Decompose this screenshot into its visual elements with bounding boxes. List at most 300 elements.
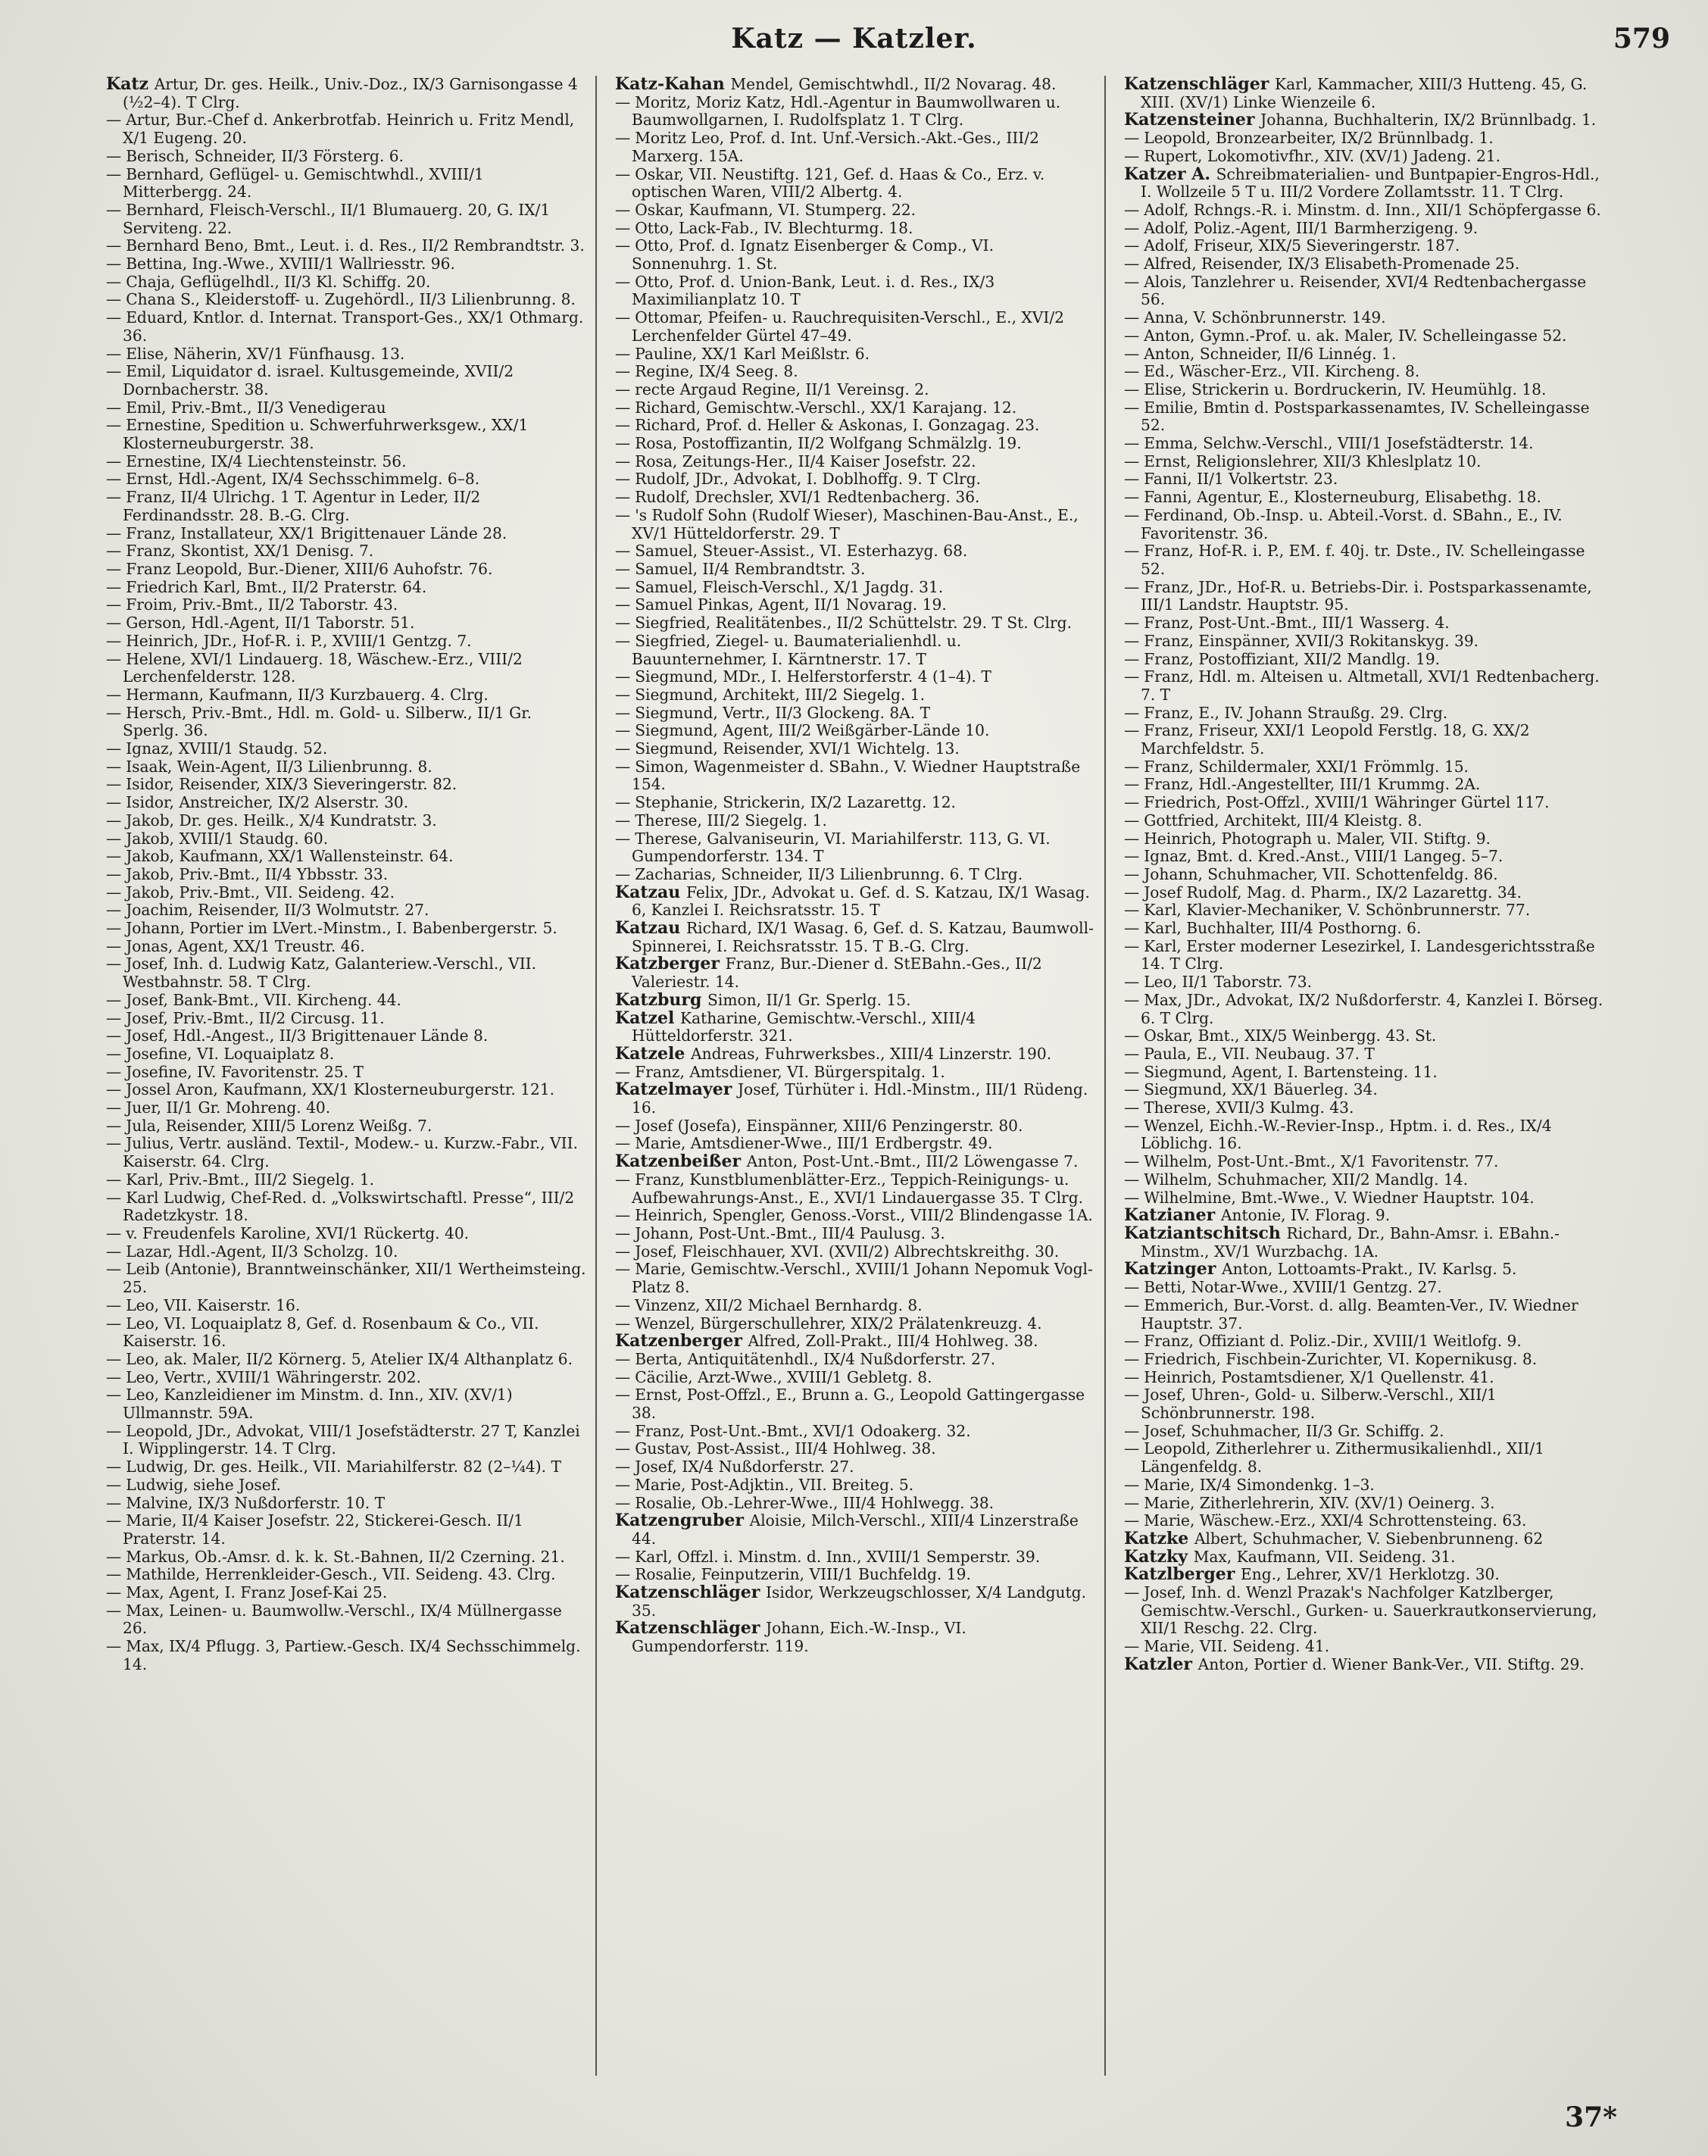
directory-entry bbox=[1124, 220, 1606, 238]
directory-entry bbox=[1124, 470, 1606, 489]
entry-dash: — bbox=[106, 919, 122, 938]
entry-text: Ernestine, IX/4 Liechtensteinstr. 56. bbox=[126, 452, 407, 470]
entry-dash: — bbox=[615, 416, 631, 435]
entry-surname: Katzler bbox=[1124, 1654, 1198, 1674]
entry-dash: — bbox=[106, 1421, 122, 1440]
entry-dash: — bbox=[106, 470, 122, 489]
entry-text: Ignaz, Bmt. d. Kred.-Anst., VIII/1 Langeg. 5–7. bbox=[1144, 847, 1503, 866]
entry-dash: — bbox=[106, 236, 122, 255]
directory-entry bbox=[1124, 1440, 1606, 1476]
directory-entry bbox=[106, 1512, 588, 1548]
entry-dash: — bbox=[1124, 1170, 1140, 1189]
entry-dash: — bbox=[1124, 1188, 1140, 1207]
entry-dash: — bbox=[106, 1098, 122, 1117]
entry-surname: Katzenschläger bbox=[615, 1583, 767, 1603]
directory-entry bbox=[1124, 1279, 1606, 1297]
entry-text: Therese, Galvaniseurin, VI. Mariahilferstr. 113, G. VI. Gumpendorferstr. 134. T bbox=[632, 829, 1051, 866]
directory-entry bbox=[1124, 1495, 1606, 1513]
entry-dash: — bbox=[106, 1080, 122, 1099]
entry-text: Anton, Gymn.-Prof. u. ak. Maler, IV. Schelleingasse 52. bbox=[1144, 326, 1567, 345]
directory-entry bbox=[1124, 237, 1606, 255]
directory-entry bbox=[106, 1010, 588, 1028]
entry-text: Franz Leopold, Bur.-Diener, XIII/6 Auhofstr. 76. bbox=[126, 559, 493, 578]
entry-dash: — bbox=[106, 1044, 122, 1063]
entry-dash: — bbox=[1124, 380, 1140, 398]
directory-entry bbox=[1124, 148, 1606, 166]
entry-text: Jakob, Priv.-Bmt., II/4 Ybbsstr. 33. bbox=[126, 864, 389, 883]
entry-dash: — bbox=[106, 1116, 122, 1135]
entry-text: Ludwig, siehe Josef. bbox=[126, 1475, 281, 1494]
entry-dash: — bbox=[106, 1062, 122, 1081]
entry-dash: — bbox=[1124, 470, 1140, 489]
directory-entry bbox=[1124, 327, 1606, 345]
entry-text: Max, Kaufmann, VII. Seideng. 31. bbox=[1193, 1547, 1456, 1566]
entry-text: Otto, Prof. d. Ignatz Eisenberger & Comp., VI. Sonnenuhrg. 1. St. bbox=[632, 236, 995, 273]
entry-dash: — bbox=[106, 416, 122, 435]
entry-text: Betti, Notar-Wwe., XVIII/1 Gentzg. 27. bbox=[1144, 1278, 1442, 1297]
directory-entry bbox=[106, 1027, 588, 1045]
entry-text: Samuel, Fleisch-Verschl., X/1 Jagdg. 31. bbox=[635, 577, 944, 596]
entry-text: Rosalie, Ob.-Lehrer-Wwe., III/4 Hohlwegg. 38. bbox=[635, 1493, 995, 1512]
directory-entry bbox=[1124, 830, 1606, 848]
entry-text: Artur, Bur.-Chef d. Ankerbrotfab. Heinrich u. Fritz Mendl, X/1 Eugeng. 20. bbox=[123, 111, 575, 148]
directory-entry bbox=[1124, 1171, 1606, 1189]
directory-entry bbox=[615, 130, 1097, 165]
entry-dash: — bbox=[106, 1170, 122, 1189]
entry-text: Siegmund, Architekt, III/2 Siegelg. 1. bbox=[635, 685, 926, 704]
entry-surname: Katzensteiner bbox=[1124, 110, 1261, 130]
entry-dash: — bbox=[106, 1547, 122, 1566]
entry-dash: — bbox=[106, 398, 122, 417]
directory-entry bbox=[106, 992, 588, 1010]
directory-columns bbox=[106, 76, 1613, 2076]
entry-text: Wilhelm, Schuhmacher, XII/2 Mandlg. 14. bbox=[1144, 1170, 1469, 1189]
entry-dash: — bbox=[106, 614, 122, 633]
entry-dash: — bbox=[615, 1458, 631, 1476]
entry-text: Ernst, Hdl.-Agent, IX/4 Sechsschimmelg. 6–8. bbox=[126, 470, 480, 489]
entry-text: Leopold, Zitherlehrer u. Zithermusikalienhdl., XII/1 Längenfeldg. 8. bbox=[1141, 1439, 1544, 1476]
entry-dash: — bbox=[1124, 1295, 1140, 1314]
entry-text: 's Rudolf Sohn (Rudolf Wieser), Maschinen-Bau-Anst., E., XV/1 Hütteldorferstr. 29. T bbox=[632, 505, 1079, 542]
directory-entry bbox=[106, 1602, 588, 1638]
entry-text: v. Freudenfels Karoline, XVI/1 Rückertg. 40. bbox=[126, 1224, 470, 1242]
directory-entry bbox=[106, 1189, 588, 1225]
entry-dash: — bbox=[106, 452, 122, 470]
entry-text: Josef (Josefa), Einspänner, XIII/6 Penzingerstr. 80. bbox=[635, 1116, 1023, 1135]
entry-text: Oskar, Bmt., XIX/5 Weinbergg. 43. St. bbox=[1144, 1026, 1437, 1045]
entry-dash: — bbox=[615, 1547, 631, 1566]
entry-dash: — bbox=[106, 1493, 122, 1512]
entry-dash: — bbox=[1124, 129, 1140, 148]
entry-dash: — bbox=[1124, 973, 1140, 992]
entry-text: Max, JDr., Advokat, IX/2 Nußdorferstr. 4, Kanzlei I. Börseg. 6. T Clrg. bbox=[1141, 990, 1603, 1027]
entry-dash: — bbox=[615, 344, 631, 363]
directory-entry bbox=[615, 722, 1097, 740]
entry-dash: — bbox=[106, 577, 122, 596]
entry-dash: — bbox=[106, 1511, 122, 1530]
directory-entry bbox=[106, 1297, 588, 1315]
directory-entry bbox=[1124, 579, 1606, 614]
entry-text: Hermann, Kaufmann, II/3 Kurzbauerg. 4. Clrg. bbox=[126, 685, 489, 704]
directory-entry bbox=[106, 633, 588, 651]
entry-surname: Katz bbox=[106, 76, 155, 94]
entry-text: Felix, JDr., Advokat u. Gef. d. S. Katzau, IX/1 Wasag. 6, Kanzlei I. Reichsratsstr. 15. T bbox=[632, 883, 1090, 920]
entry-dash: — bbox=[1124, 1332, 1140, 1351]
entry-text: Elise, Näherin, XV/1 Fünfhausg. 13. bbox=[126, 344, 405, 363]
entry-text: Franz, II/4 Ulrichg. 1 T. Agentur in Leder, II/2 Ferdinandsstr. 28. B.-G. Clrg. bbox=[123, 488, 481, 524]
directory-entry bbox=[615, 363, 1097, 381]
entry-text: Juer, II/1 Gr. Mohreng. 40. bbox=[126, 1098, 331, 1117]
entry-dash: — bbox=[615, 631, 631, 650]
entry-text: Jula, Reisender, XIII/5 Lorenz Weißg. 7. bbox=[126, 1116, 432, 1135]
entry-dash: — bbox=[106, 1026, 122, 1045]
entry-text: Jossel Aron, Kaufmann, XX/1 Klosterneuburgerstr. 121. bbox=[126, 1080, 555, 1099]
directory-entry bbox=[106, 884, 588, 902]
entry-dash: — bbox=[615, 362, 631, 381]
directory-entry bbox=[615, 417, 1097, 435]
entry-dash: — bbox=[106, 559, 122, 578]
directory-entry bbox=[106, 1171, 588, 1189]
entry-dash: — bbox=[615, 614, 631, 633]
entry-text: Heinrich, Postamtsdiener, X/1 Quellenstr. 41. bbox=[1144, 1367, 1494, 1386]
entry-text: Adolf, Rchngs.-R. i. Minstm. d. Inn., XII/1 Schöpfergasse 6. bbox=[1144, 200, 1601, 219]
entry-text: recte Argaud Regine, II/1 Vereinsg. 2. bbox=[635, 380, 929, 398]
entry-text: Simon, Wagenmeister d. SBahn., V. Wiedner Hauptstraße 154. bbox=[632, 757, 1081, 794]
entry-dash: — bbox=[615, 1493, 631, 1512]
entry-text: Franz, Einspänner, XVII/3 Rokitanskyg. 39. bbox=[1144, 631, 1479, 650]
entry-dash: — bbox=[106, 847, 122, 866]
entry-text: Gustav, Post-Assist., III/4 Hohlweg. 38. bbox=[635, 1439, 936, 1458]
entry-dash: — bbox=[1124, 1511, 1140, 1530]
entry-dash: — bbox=[615, 505, 631, 524]
entry-text: Berisch, Schneider, II/3 Försterg. 6. bbox=[126, 146, 404, 165]
directory-entry bbox=[106, 812, 588, 830]
directory-entry bbox=[615, 309, 1097, 345]
directory-entry bbox=[1124, 309, 1606, 327]
entry-text: Franz, Kunstblumenblätter-Erz., Teppich-Reinigungs- u. Aufbewahrungs-Anst., E., XVI/1 Lindauergasse 35. T Clrg. bbox=[632, 1170, 1084, 1207]
entry-text: Franz, Offiziant d. Poliz.-Dir., XVIII/1 Weitlofg. 9. bbox=[1144, 1332, 1522, 1351]
entry-text: Franz, Post-Unt.-Bmt., XVI/1 Odoakerg. 32. bbox=[635, 1421, 971, 1440]
entry-dash: — bbox=[1124, 505, 1140, 524]
directory-entry bbox=[1124, 668, 1606, 704]
entry-dash: — bbox=[615, 1224, 631, 1242]
directory-entry bbox=[1124, 651, 1606, 669]
entry-text: Leo, ak. Maler, II/2 Körnerg. 5, Atelier IX/4 Althanplatz 6. bbox=[126, 1349, 573, 1368]
entry-dash: — bbox=[615, 757, 631, 776]
directory-entry bbox=[615, 76, 1097, 94]
entry-text: Josef, Türhüter i. Hdl.-Minstm., III/1 Rüdeng. 16. bbox=[632, 1080, 1088, 1117]
entry-dash: — bbox=[1124, 1386, 1140, 1405]
directory-entry bbox=[106, 1243, 588, 1261]
entry-dash: — bbox=[106, 811, 122, 830]
directory-entry bbox=[1124, 1064, 1606, 1082]
entry-text: Samuel, Steuer-Assist., VI. Esterhazyg. 68. bbox=[635, 542, 968, 561]
entry-dash: — bbox=[1124, 793, 1140, 812]
entry-dash: — bbox=[1124, 200, 1140, 219]
directory-entry bbox=[1124, 1476, 1606, 1495]
directory-entry bbox=[1124, 776, 1606, 794]
directory-entry bbox=[106, 291, 588, 309]
entry-text: Anton, Portier d. Wiener Bank-Ver., VII. Stiftg. 29. bbox=[1197, 1654, 1585, 1673]
directory-entry bbox=[1124, 938, 1606, 973]
directory-entry bbox=[1124, 345, 1606, 364]
entry-text: Richard, IX/1 Wasag. 6, Gef. d. S. Katzau, Baumwoll-Spinnerei, I. Reichsratsstr. 15. T B.-G. Clrg. bbox=[632, 919, 1094, 955]
entry-text: Josef, Inh. d. Ludwig Katz, Galanteriew.-Verschl., VII. Westbahnstr. 58. T Clrg. bbox=[123, 955, 537, 992]
entry-text: Josefine, IV. Favoritenstr. 25. T bbox=[126, 1062, 364, 1081]
entry-dash: — bbox=[106, 523, 122, 542]
entry-dash: — bbox=[106, 290, 122, 309]
entry-dash: — bbox=[106, 272, 122, 291]
entry-text: Josef Rudolf, Mag. d. Pharm., IX/2 Lazarettg. 34. bbox=[1144, 883, 1522, 901]
entry-text: Marie, Gemischtw.-Verschl., XVIII/1 Johann Nepomuk Vogl-Platz 8. bbox=[632, 1260, 1093, 1297]
entry-surname: Katzburg bbox=[615, 989, 708, 1010]
entry-dash: — bbox=[106, 1475, 122, 1494]
directory-entry bbox=[615, 686, 1097, 705]
entry-text: Karl, Klavier-Mechaniker, V. Schönbrunnerstr. 77. bbox=[1144, 901, 1531, 920]
directory-entry bbox=[1124, 901, 1606, 920]
entry-text: Albert, Schuhmacher, V. Siebenbrunneng. 62 bbox=[1194, 1529, 1544, 1548]
entry-surname: Katzianer bbox=[1124, 1205, 1221, 1226]
entry-dash: — bbox=[1124, 452, 1140, 470]
entry-text: Schreibmaterialien- und Buntpapier-Engros-Hdl., I. Wollzeile 5 T u. III/2 Vordere Zollamtsstr. 11. T Clrg. bbox=[1141, 164, 1600, 202]
entry-text: Richard, Gemischtw.-Verschl., XX/1 Karajang. 12. bbox=[635, 398, 1017, 417]
entry-dash: — bbox=[615, 1314, 631, 1333]
entry-dash: — bbox=[615, 793, 631, 812]
entry-text: Lazar, Hdl.-Agent, II/3 Scholzg. 10. bbox=[126, 1242, 398, 1261]
entry-dash: — bbox=[106, 1134, 122, 1153]
directory-entry bbox=[1124, 273, 1606, 309]
directory-entry bbox=[1124, 1225, 1606, 1261]
entry-dash: — bbox=[1124, 362, 1140, 381]
directory-entry bbox=[615, 1369, 1097, 1387]
directory-entry bbox=[106, 1423, 588, 1458]
directory-entry bbox=[1124, 1207, 1606, 1225]
entry-text: Siegfried, Realitätenbes., II/2 Schüttelstr. 29. T St. Clrg. bbox=[635, 614, 1072, 633]
entry-text: Jakob, Kaufmann, XX/1 Wallensteinstr. 64. bbox=[126, 847, 454, 866]
entry-dash: — bbox=[615, 398, 631, 417]
directory-entry bbox=[106, 1369, 588, 1387]
entry-text: Mendel, Gemischtwhdl., II/2 Novarag. 48. bbox=[730, 76, 1057, 93]
entry-dash: — bbox=[106, 990, 122, 1009]
entry-surname: Katzberger bbox=[615, 954, 726, 974]
directory-entry bbox=[106, 76, 588, 111]
entry-dash: — bbox=[106, 955, 122, 973]
directory-entry bbox=[615, 1081, 1097, 1117]
entry-text: Bernhard, Fleisch-Verschl., II/1 Blumauerg. 20, G. IX/1 Serviteng. 22. bbox=[123, 200, 551, 237]
entry-dash: — bbox=[615, 236, 631, 255]
directory-entry bbox=[615, 399, 1097, 417]
directory-entry bbox=[615, 507, 1097, 542]
entry-text: Artur, Dr. ges. Heilk., Univ.-Doz., IX/3 Garnisongasse 4 (½2–4). T Clrg. bbox=[123, 76, 578, 111]
directory-entry bbox=[1124, 1117, 1606, 1153]
directory-entry bbox=[615, 633, 1097, 668]
entry-text: Rosalie, Feinputzerin, VIII/1 Buchfeldg. 19. bbox=[635, 1565, 971, 1584]
entry-text: Therese, III/2 Siegelg. 1. bbox=[635, 811, 827, 830]
entry-dash: — bbox=[106, 793, 122, 812]
directory-entry bbox=[615, 1171, 1097, 1207]
entry-text: Jakob, XVIII/1 Staudg. 60. bbox=[126, 829, 329, 848]
entry-text: Therese, XVII/3 Kulmg. 43. bbox=[1144, 1098, 1354, 1117]
entry-text: Siegfried, Ziegel- u. Baumaterialienhdl. u. Bauunternehmer, I. Kärntnerstr. 17. T bbox=[632, 631, 962, 668]
directory-entry bbox=[615, 1620, 1097, 1655]
entry-text: Simon, II/1 Gr. Sperlg. 15. bbox=[707, 990, 911, 1009]
entry-text: Siegmund, Reisender, XVI/1 Wichtelg. 13. bbox=[635, 739, 960, 758]
entry-text: Franz, JDr., Hof-R. u. Betriebs-Dir. i. Postsparkassenamte, III/1 Landstr. Hauptstr. 95. bbox=[1141, 577, 1592, 614]
directory-entry bbox=[615, 955, 1097, 991]
entry-text: Marie, Wäschew.-Erz., XXI/4 Schrottensteing. 63. bbox=[1144, 1511, 1527, 1530]
entry-text: Wilhelmine, Bmt.-Wwe., V. Wiedner Hauptstr. 104. bbox=[1144, 1188, 1535, 1207]
entry-dash: — bbox=[615, 434, 631, 453]
entry-text: Hersch, Priv.-Bmt., Hdl. m. Gold- u. Silberw., II/1 Gr. Sperlg. 36. bbox=[123, 703, 532, 740]
entry-dash: — bbox=[615, 667, 631, 686]
directory-entry bbox=[1124, 848, 1606, 866]
entry-text: Samuel, II/4 Rembrandtstr. 3. bbox=[635, 559, 866, 578]
entry-text: Franz, Schildermaler, XXI/1 Frömmlg. 15. bbox=[1144, 757, 1469, 776]
entry-dash: — bbox=[615, 380, 631, 398]
entry-dash: — bbox=[615, 452, 631, 470]
sheet-signature: 37* bbox=[1565, 2101, 1617, 2133]
entry-dash: — bbox=[1124, 703, 1140, 722]
entry-text: Karl, Offzl. i. Minstm. d. Inn., XVIII/1 Semperstr. 39. bbox=[635, 1547, 1041, 1566]
directory-entry bbox=[615, 830, 1097, 866]
directory-entry bbox=[615, 345, 1097, 364]
entry-dash: — bbox=[615, 1062, 631, 1081]
directory-entry bbox=[106, 1351, 588, 1369]
directory-entry bbox=[615, 166, 1097, 202]
directory-entry bbox=[1124, 489, 1606, 507]
entry-dash: — bbox=[1124, 1116, 1140, 1135]
entry-text: Emilie, Bmtin d. Postsparkassenamtes, IV. Schelleingasse 52. bbox=[1141, 398, 1590, 435]
entry-text: Helene, XVI/1 Lindauerg. 18, Wäschew.-Erz., VIII/2 Lerchenfelderstr. 128. bbox=[123, 649, 523, 686]
entry-dash: — bbox=[1124, 1080, 1140, 1099]
entry-dash: — bbox=[615, 864, 631, 883]
directory-entry bbox=[106, 1315, 588, 1351]
entry-text: Wenzel, Eichh.-W.-Revier-Insp., Hptm. i. d. Res., IX/4 Löblichg. 16. bbox=[1141, 1116, 1552, 1153]
directory-entry bbox=[615, 202, 1097, 220]
directory-entry bbox=[106, 1495, 588, 1513]
entry-dash: — bbox=[106, 1008, 122, 1027]
directory-entry bbox=[106, 542, 588, 561]
entry-text: Siegmund, XX/1 Bäuerleg. 34. bbox=[1144, 1080, 1378, 1099]
entry-dash: — bbox=[1124, 883, 1140, 901]
directory-entry bbox=[615, 579, 1097, 597]
entry-text: Wilhelm, Post-Unt.-Bmt., X/1 Favoritenstr. 77. bbox=[1144, 1152, 1499, 1171]
entry-text: Karl, Priv.-Bmt., III/2 Siegelg. 1. bbox=[126, 1170, 375, 1189]
directory-entry bbox=[615, 1566, 1097, 1584]
entry-text: Aloisie, Milch-Verschl., XIII/4 Linzerstraße 44. bbox=[632, 1511, 1079, 1548]
entry-text: Ernestine, Spedition u. Schwerfuhrwerksgew., XX/1 Klosterneuburgerstr. 38. bbox=[123, 416, 529, 453]
entry-text: Jakob, Priv.-Bmt., VII. Seideng. 42. bbox=[126, 883, 395, 901]
entry-dash: — bbox=[106, 1314, 122, 1333]
entry-text: Leo, VI. Loquaiplatz 8, Gef. d. Rosenbaum & Co., VII. Kaiserstr. 16. bbox=[123, 1314, 539, 1351]
directory-entry bbox=[1124, 884, 1606, 902]
directory-entry bbox=[615, 273, 1097, 309]
entry-text: Anton, Schneider, II/6 Linnég. 1. bbox=[1144, 344, 1397, 363]
entry-text: Otto, Lack-Fab., IV. Blechturmg. 18. bbox=[635, 218, 913, 237]
directory-entry bbox=[615, 1476, 1097, 1495]
directory-entry bbox=[615, 884, 1097, 920]
entry-dash: — bbox=[106, 595, 122, 614]
entry-text: Josef, IX/4 Nußdorferstr. 27. bbox=[635, 1458, 854, 1476]
entry-text: Anton, Post-Unt.-Bmt., III/2 Löwengasse 7. bbox=[746, 1152, 1079, 1171]
entry-dash: — bbox=[106, 1224, 122, 1242]
directory-entry bbox=[106, 920, 588, 938]
entry-text: Fanni, II/1 Volkertstr. 23. bbox=[1144, 470, 1338, 489]
directory-entry bbox=[615, 1386, 1097, 1422]
entry-dash: — bbox=[615, 1116, 631, 1135]
entry-dash: — bbox=[615, 595, 631, 614]
entry-text: Eduard, Kntlor. d. Internat. Transport-Ges., XX/1 Othmarg. 36. bbox=[123, 308, 584, 345]
directory-entry bbox=[615, 94, 1097, 130]
entry-dash: — bbox=[1124, 1367, 1140, 1386]
entry-dash: — bbox=[1124, 1475, 1140, 1494]
entry-dash: — bbox=[1124, 236, 1140, 255]
entry-text: Rudolf, Drechsler, XVI/1 Redtenbacherg. 36. bbox=[635, 488, 980, 507]
entry-dash: — bbox=[106, 1260, 122, 1279]
entry-dash: — bbox=[1124, 146, 1140, 165]
entry-text: Ernst, Religionslehrer, XII/3 Khleslplatz 10. bbox=[1144, 452, 1482, 470]
directory-entry bbox=[106, 758, 588, 776]
entry-dash: — bbox=[1124, 1098, 1140, 1117]
entry-dash: — bbox=[1124, 1583, 1140, 1602]
entry-dash: — bbox=[106, 146, 122, 165]
entry-text: Marie, Post-Adjktin., VII. Breiteg. 5. bbox=[635, 1475, 914, 1494]
entry-dash: — bbox=[106, 344, 122, 363]
directory-entry bbox=[1124, 202, 1606, 220]
directory-entry bbox=[615, 596, 1097, 614]
directory-entry bbox=[106, 848, 588, 866]
entry-dash: — bbox=[615, 164, 631, 183]
directory-entry bbox=[106, 166, 588, 202]
entry-text: Isidor, Reisender, XIX/3 Sieveringerstr. 82. bbox=[126, 775, 457, 794]
entry-dash: — bbox=[615, 703, 631, 722]
entry-dash: — bbox=[1124, 326, 1140, 345]
entry-text: Leo, VII. Kaiserstr. 16. bbox=[126, 1295, 301, 1314]
entry-text: Otto, Prof. d. Union-Bank, Leut. i. d. Res., IX/3 Maximilianplatz 10. T bbox=[632, 272, 995, 309]
directory-entry bbox=[615, 812, 1097, 830]
entry-text: Leopold, JDr., Advokat, VIII/1 Josefstädterstr. 27 T, Kanzlei I. Wipplingerstr. 14. T Clrg. bbox=[123, 1421, 580, 1458]
entry-dash: — bbox=[1124, 1278, 1140, 1297]
directory-entry bbox=[615, 542, 1097, 561]
entry-text: Max, Leinen- u. Baumwollw.-Verschl., IX/4 Müllnergasse 26. bbox=[123, 1601, 562, 1638]
directory-entry bbox=[106, 1135, 588, 1170]
directory-entry bbox=[1124, 973, 1606, 992]
entry-dash: — bbox=[1124, 218, 1140, 237]
entry-text: Franz, Skontist, XX/1 Denisg. 7. bbox=[126, 542, 374, 561]
entry-dash: — bbox=[106, 901, 122, 920]
entry-surname: Katziantschitsch bbox=[1124, 1223, 1287, 1243]
directory-entry bbox=[615, 989, 1097, 1010]
entry-text: Oskar, VII. Neustiftg. 121, Gef. d. Haas & Co., Erz. v. optischen Waren, VIII/2 Albertg. 4. bbox=[632, 164, 1045, 202]
entry-dash: — bbox=[615, 1295, 631, 1314]
directory-entry bbox=[1124, 1189, 1606, 1208]
entry-dash: — bbox=[106, 685, 122, 704]
directory-entry bbox=[1124, 866, 1606, 884]
directory-entry bbox=[1124, 1369, 1606, 1387]
entry-dash: — bbox=[1124, 1062, 1140, 1081]
entry-dash: — bbox=[1124, 255, 1140, 273]
entry-text: Adolf, Friseur, XIX/5 Sieveringerstr. 187. bbox=[1144, 236, 1460, 255]
entry-text: Leo, II/1 Taborstr. 73. bbox=[1144, 973, 1313, 992]
entry-text: Zacharias, Schneider, II/3 Lilienbrunng. 6. T Clrg. bbox=[635, 864, 1023, 883]
entry-dash: — bbox=[1124, 775, 1140, 794]
directory-entry bbox=[615, 1117, 1097, 1136]
entry-dash: — bbox=[106, 1242, 122, 1261]
entry-surname: Katzau bbox=[615, 882, 686, 902]
directory-entry bbox=[615, 1584, 1097, 1620]
entry-text: Alfred, Reisender, IX/3 Elisabeth-Promenade 25. bbox=[1144, 255, 1520, 273]
entry-dash: — bbox=[106, 864, 122, 883]
